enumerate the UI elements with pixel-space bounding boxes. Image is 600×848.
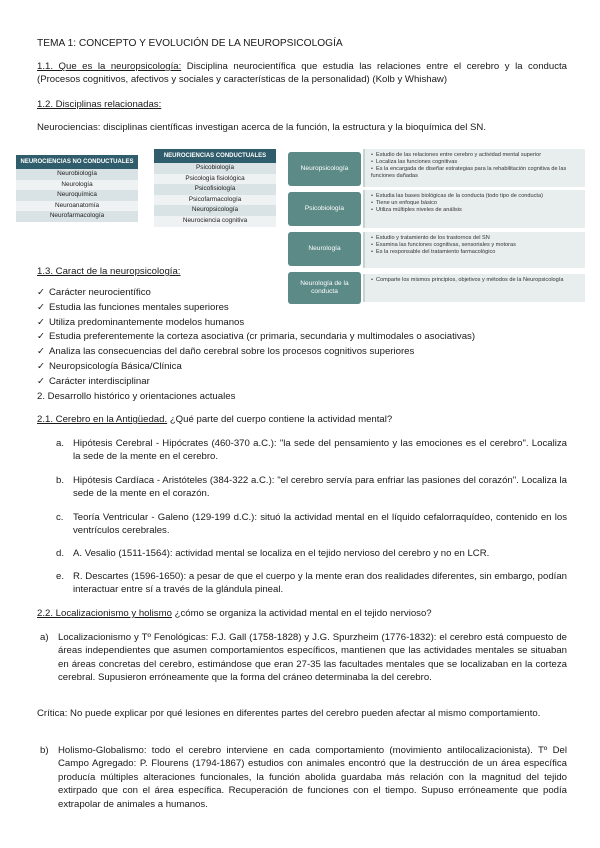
list-item: ✓ Estudia preferentemente la corteza asociativa (cr primaria, secundaria y multimodales o asociativas) [37,330,475,345]
list-item: c. Teoría Ventricular - Galeno (129-199 d.C.): situó la actividad mental en el líquido cefalorraquídeo, contenido en los ventrículos cerebrales. [56,512,567,537]
check-icon: ✓ [37,316,46,328]
desc-point: • Es la responsable del tratamiento farmacológico [371,249,581,256]
table-header: NEUROCIENCIAS CONDUCTUALES [154,149,276,163]
list-item: ✓ Utiliza predominantemente modelos humanos [37,316,475,331]
table-row: Neurología [16,180,138,191]
desc-point: • Comparte los mismos principios, objetivos y métodos de la Neuropsicología [371,277,581,284]
desc-point: • Estudia las bases biológicas de la conducta (todo tipo de conducta) [371,193,581,200]
table-row: Psicobiología [154,163,276,174]
section-1-1 [37,60,567,87]
table-row: Neuropsicología [154,205,276,216]
section-2-heading: 2. Desarrollo histórico y orientaciones actuales [37,391,236,402]
table-no-conductuales [16,155,138,222]
page-title: TEMA 1: CONCEPTO Y EVOLUCIÓN DE LA NEUROPSICOLOGÍA [37,38,343,49]
desc-point: • Estudio y tratamiento de los trastornos del SN [371,235,581,242]
desc-point: • Estudio de las relaciones entre cerebro y actividad mental superior [371,152,581,159]
check-icon: ✓ [37,375,46,387]
check-icon: ✓ [37,301,46,313]
table-row: Neurobiología [16,169,138,180]
list-item: ✓ Estudia las funciones mentales superiores [37,301,475,316]
table-row: Psicofisiología [154,184,276,195]
desc-neurologia [363,232,585,268]
desc-point: • Tiene un enfoque básico [371,200,581,207]
list-item: e. R. Descartes (1596-1650): a pesar de que el cuerpo y la mente eran dos realidades diferentes, sin embargo, podían interactuar entre sí a través de la glándula pineal. [56,571,567,596]
check-icon: ✓ [37,331,46,343]
box-neuropsicologia: Neuropsicología [288,152,361,186]
section-1-1-label: 1.1. Que es la neuropsicología: [37,61,182,72]
list-item: ✓ Analiza las consecuencias del daño cerebral sobre los procesos cognitivos superiores [37,345,475,360]
section-1-2-label: 1.2. Disciplinas relacionadas: [37,99,162,110]
list-item: ✓ Carácter neurocientífico [37,286,475,301]
table-row: Neurociencia cognitiva [154,216,276,227]
section-2-2 [37,607,567,620]
section-1-1-text: Disciplina neurocientífica que estudia las relaciones entre el cerebro y la conducta (Procesos cognitivos, afectivos y sociales y características de la personalidad) (Kolb y Whishaw) [37,61,567,86]
table-row: Neuroquímica [16,190,138,201]
check-icon: ✓ [37,346,46,358]
section-2-1-question: ¿Qué parte del cuerpo contiene la actividad mental? [167,414,393,425]
list-item: ✓ Carácter interdisciplinar [37,375,475,390]
check-icon: ✓ [37,360,46,372]
desc-point: • Examina las funciones cognitivas, sensoriales y motoras [371,242,581,249]
list-item: a) Localizacionismo y Tº Fenológicas: F.J. Gall (1758-1828) y J.G. Spurzheim (1776-1832): el cerebro está compuesto de áreas independientes que asumen comportamientos específicos, mantienen que las actividades mentales se situaban en áreas concretas del cerebro, estimándose que eran 27-35 las facultades mentales que se localizaban en la corteza cerebral. Supusieron erróneamente que la forma del cráneo determinaba la del cerebro. [40,632,567,684]
list-item: a. Hipótesis Cerebral - Hipócrates (460-370 a.C.): "la sede del pensamiento y las emociones es el cerebro". Localiza la sede de la mente en el cerebro. [56,438,567,463]
box-psicobiologia: Psicobiología [288,192,361,226]
section-2-1-label: 2.1. Cerebro en la Antigüedad. [37,414,168,425]
box-neurologia: Neurología [288,232,361,266]
section-2-2-label: 2.2. Localizacionismo y holismo [37,608,172,619]
check-icon: ✓ [37,287,46,298]
table-row: Psicología fisiológica [154,174,276,185]
desc-point: • Utiliza múltiples niveles de análisis [371,207,581,214]
section-2-2-question: ¿cómo se organiza la actividad mental en el tejido nervioso? [171,608,432,619]
table-header: NEUROCIENCIAS NO CONDUCTUALES [16,155,138,169]
characteristics-list [37,286,475,390]
desc-point: • Es la encargada de diseñar estrategias para la rehabilitación cognitiva de las funciones dañadas [371,166,581,180]
desc-point: • Localiza las funciones cognitivas [371,159,581,166]
section-1-3-label: 1.3. Caract de la neuropsicología: [37,266,181,277]
desc-psicobiologia [363,190,585,228]
table-row: Neurofarmacología [16,211,138,222]
list-item: b) Holismo-Globalismo: todo el cerebro interviene en cada comportamiento (movimiento antilocalizacionista). Tº Del Campo Agregado: P. Flourens (1794-1867) estudios con animales encontró que la destrucción de un área específica producía múltiples alteraciones funcionales, la función abolida guardaba más relación con la magnitud del tejido extirpado que con el área específica. Recuperación de funciones con el tiempo. Supuso erróneamente que podía extrapolar de animales a humanos. [40,745,567,810]
desc-neuropsicologia [363,149,585,187]
critica-paragraph: Crítica: No puede explicar por qué lesiones en diferentes partes del cerebro pueden afectar al mismo comportamiento. [37,708,541,719]
section-2-1 [37,413,567,426]
list-item: d. A. Vesalio (1511-1564): actividad mental se localiza en el tejido nervioso del cerebro y no en LCR. [56,548,490,559]
list-item: b. Hipótesis Cardíaca - Aristóteles (384-322 a.C.): "el cerebro servía para enfriar las pasiones del corazón". Localiza la sede de la mente en el corazón. [56,475,567,500]
box-neurologia-conducta: Neurología de la conducta [288,272,361,304]
table-conductuales [154,149,276,227]
table-row: Psicofarmacología [154,195,276,206]
section-1-2-text: Neurociencias: disciplinas científicas investigan acerca de la función, la estructura y la bioquímica del SN. [37,122,486,133]
list-item: ✓ Neuropsicología Básica/Clínica [37,360,475,375]
table-row: Neuroanatomía [16,201,138,212]
